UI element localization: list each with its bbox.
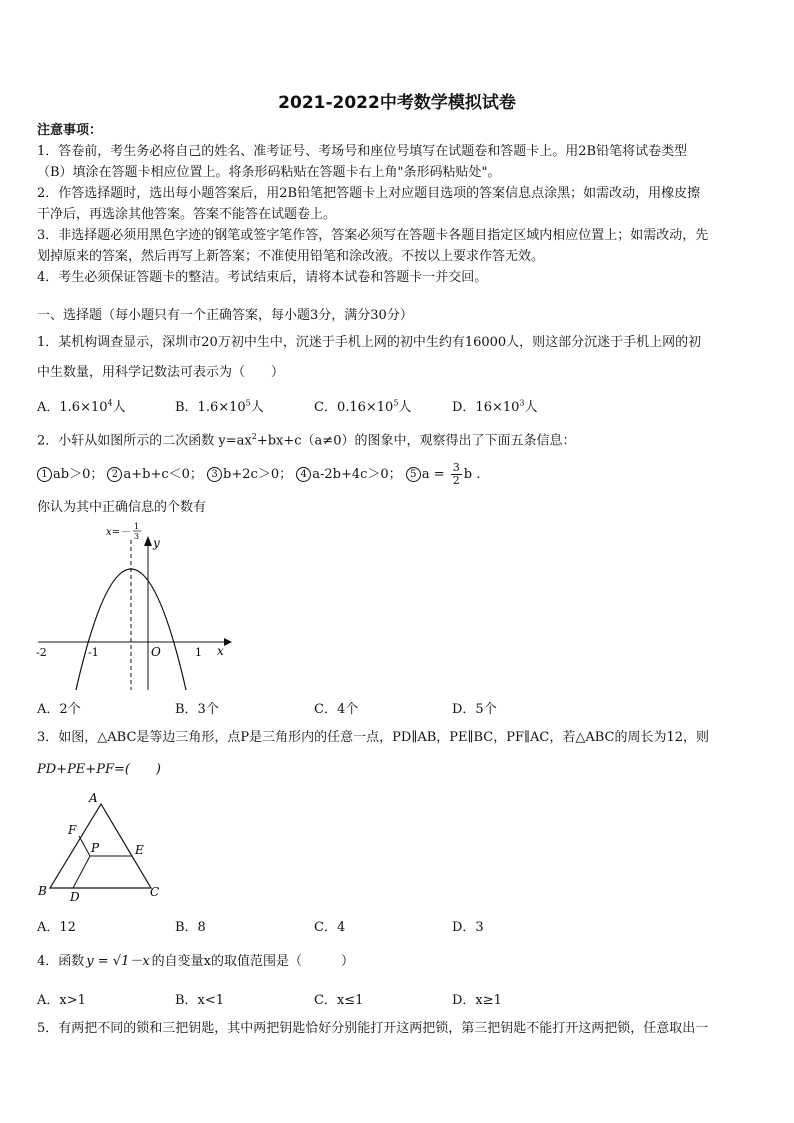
option-unit: 人 — [112, 400, 126, 415]
symmetry-label-den: 3 — [134, 532, 140, 541]
q5-stem: 5．有两把不同的锁和三把钥匙，其中两把钥匙恰好分别能打开这两把锁，第三把钥匙不能打开这两把锁，任意取出一 — [37, 1021, 709, 1036]
option-unit: 人 — [398, 400, 412, 415]
exponent: 5 — [393, 398, 399, 408]
tick-label: 1 — [195, 646, 202, 659]
info-item: b . — [463, 467, 481, 482]
q3-option-c[interactable]: C．4 — [314, 920, 346, 935]
exponent: 5 — [245, 398, 251, 408]
q2-option-b[interactable]: B．3个 — [175, 702, 219, 717]
circled-number: 5 — [406, 467, 421, 482]
q2-stem — [37, 428, 575, 450]
stem-text: 4．函数 — [37, 954, 85, 969]
info-item: a-2b+4c＞0； — [312, 467, 402, 482]
vertex-label: B — [38, 884, 47, 898]
origin-label: O — [151, 645, 161, 659]
q2-option-c[interactable]: C．4个 — [314, 702, 359, 717]
tick-label: -1 — [88, 646, 99, 659]
notice-line: 4．考生必须保证答题卡的整洁。考试结束后，请将本试卷和答题卡一并交回。 — [37, 270, 488, 285]
vertex-label: C — [150, 885, 160, 899]
y-axis-arrow — [144, 536, 152, 546]
notice-heading: 注意事项： — [37, 123, 103, 138]
exponent: 4 — [107, 398, 113, 408]
q4-option-c[interactable]: C．x≤1 — [314, 993, 364, 1008]
x-axis-label: x — [217, 644, 224, 658]
symmetry-label-num: 1 — [134, 522, 140, 531]
notice-line: 3．非选择题必须用黑色字迹的钢笔或签字笔作答，答案必须写在答题卡各题目指定区域内相应位置上；如需改动，先 — [37, 228, 709, 243]
q2-info-list — [37, 462, 480, 487]
segment-pd — [73, 856, 90, 888]
symmetry-label: x=－ — [106, 527, 131, 538]
info-item: b+2c＞0； — [223, 467, 293, 482]
point-label: D — [70, 890, 80, 902]
parabola-graph — [30, 520, 240, 695]
option-text: D．16×10 — [452, 400, 520, 415]
point-label: P — [91, 841, 100, 855]
stem-text: 2．小轩从如图所示的二次函数 y=ax — [37, 433, 252, 449]
circled-number: 3 — [207, 467, 222, 482]
option-text: A．1.6×10 — [37, 400, 108, 415]
q2-question: 你认为其中正确信息的个数有 — [37, 500, 207, 515]
q1-option-b[interactable] — [175, 396, 264, 415]
q4-option-a[interactable]: A．x>1 — [37, 993, 86, 1008]
notice-line: 2．作答选择题时，选出每小题答案后，用2B铅笔把答题卡上对应题目选项的答案信息点涂黑；如需改动，用橡皮擦 — [37, 186, 701, 201]
fraction-denominator: 2 — [452, 474, 460, 487]
q1-option-a[interactable] — [37, 396, 126, 415]
notice-line: 1．答卷前，考生务必将自己的姓名、准考证号、考场号和座位号填写在试题卷和答题卡上。用2B铅笔将试卷类型 — [37, 144, 688, 159]
circled-number: 2 — [107, 467, 122, 482]
q2-option-a[interactable]: A．2个 — [37, 702, 81, 717]
circled-number: 1 — [37, 467, 52, 482]
fraction-numerator: 3 — [452, 461, 460, 474]
notice-line: 干净后，再选涂其他答案。答案不能答在试题卷上。 — [37, 207, 337, 222]
q1-option-d[interactable] — [452, 396, 538, 415]
notice-line: 划掉原来的答案，然后再写上新答案；不准使用铅笔和涂改液。不按以上要求作答无效。 — [37, 249, 545, 264]
function-expression: y = √1－x — [86, 954, 150, 969]
exponent: 2 — [251, 432, 257, 441]
option-text: C．0.16×10 — [314, 400, 394, 415]
triangle-figure — [30, 790, 170, 902]
point-label: E — [135, 843, 144, 857]
tick-label: -2 — [36, 646, 47, 659]
q4-stem — [37, 953, 354, 971]
info-item: a+b+c＜0； — [123, 467, 203, 482]
q4-option-b[interactable]: B．x<1 — [175, 993, 225, 1008]
q3-option-d[interactable]: D．3 — [452, 920, 484, 935]
page-title: 2021-2022中考数学模拟试卷 — [278, 93, 516, 113]
vertex-label: A — [89, 791, 98, 805]
q4-option-d[interactable]: D．x≥1 — [452, 993, 502, 1008]
info-item: ab＞0； — [53, 467, 104, 482]
q3-option-b[interactable]: B．8 — [175, 920, 206, 935]
q3-option-a[interactable]: A．12 — [37, 920, 76, 935]
q3-stem-cont: PD+PE+PF=( ) — [37, 762, 161, 777]
circled-number: 4 — [296, 467, 311, 482]
q1-stem-cont: 中生数量，用科学记数法可表示为（ ） — [37, 365, 285, 380]
option-unit: 人 — [250, 400, 264, 415]
option-text: B．1.6×10 — [175, 400, 246, 415]
stem-text: 的自变量x的取值范围是（ ） — [151, 954, 355, 969]
q1-stem: 1．某机构调查显示，深圳市20万初中生中，沉迷于手机上网的初中生约有16000人，则这部分沉迷于手机上网的初 — [37, 335, 702, 350]
info-item: a = — [421, 467, 449, 482]
q1-option-c[interactable] — [314, 396, 411, 415]
q3-stem: 3．如图，△ABC是等边三角形，点P是三角形内的任意一点，PD∥AB，PE∥BC，PF∥AC，若△ABC的周长为12，则 — [37, 730, 710, 745]
section-heading: 一、选择题（每小题只有一个正确答案，每小题3分，满分30分） — [37, 308, 413, 323]
point-label: F — [68, 823, 77, 837]
y-axis-label: y — [153, 536, 160, 550]
stem-text: +bx+c（a≠0）的图象中，观察得出了下面五条信息： — [256, 433, 576, 449]
fraction — [451, 462, 462, 487]
exponent: 3 — [519, 398, 525, 408]
segment-pf — [79, 836, 90, 856]
option-unit: 人 — [524, 400, 538, 415]
x-axis-arrow — [224, 638, 232, 646]
q2-option-d[interactable]: D．5个 — [452, 702, 497, 717]
parabola-curve — [76, 569, 186, 690]
notice-line: （B）填涂在答题卡相应位置上。将条形码粘贴在答题卡右上角"条形码粘贴处"。 — [37, 165, 501, 180]
